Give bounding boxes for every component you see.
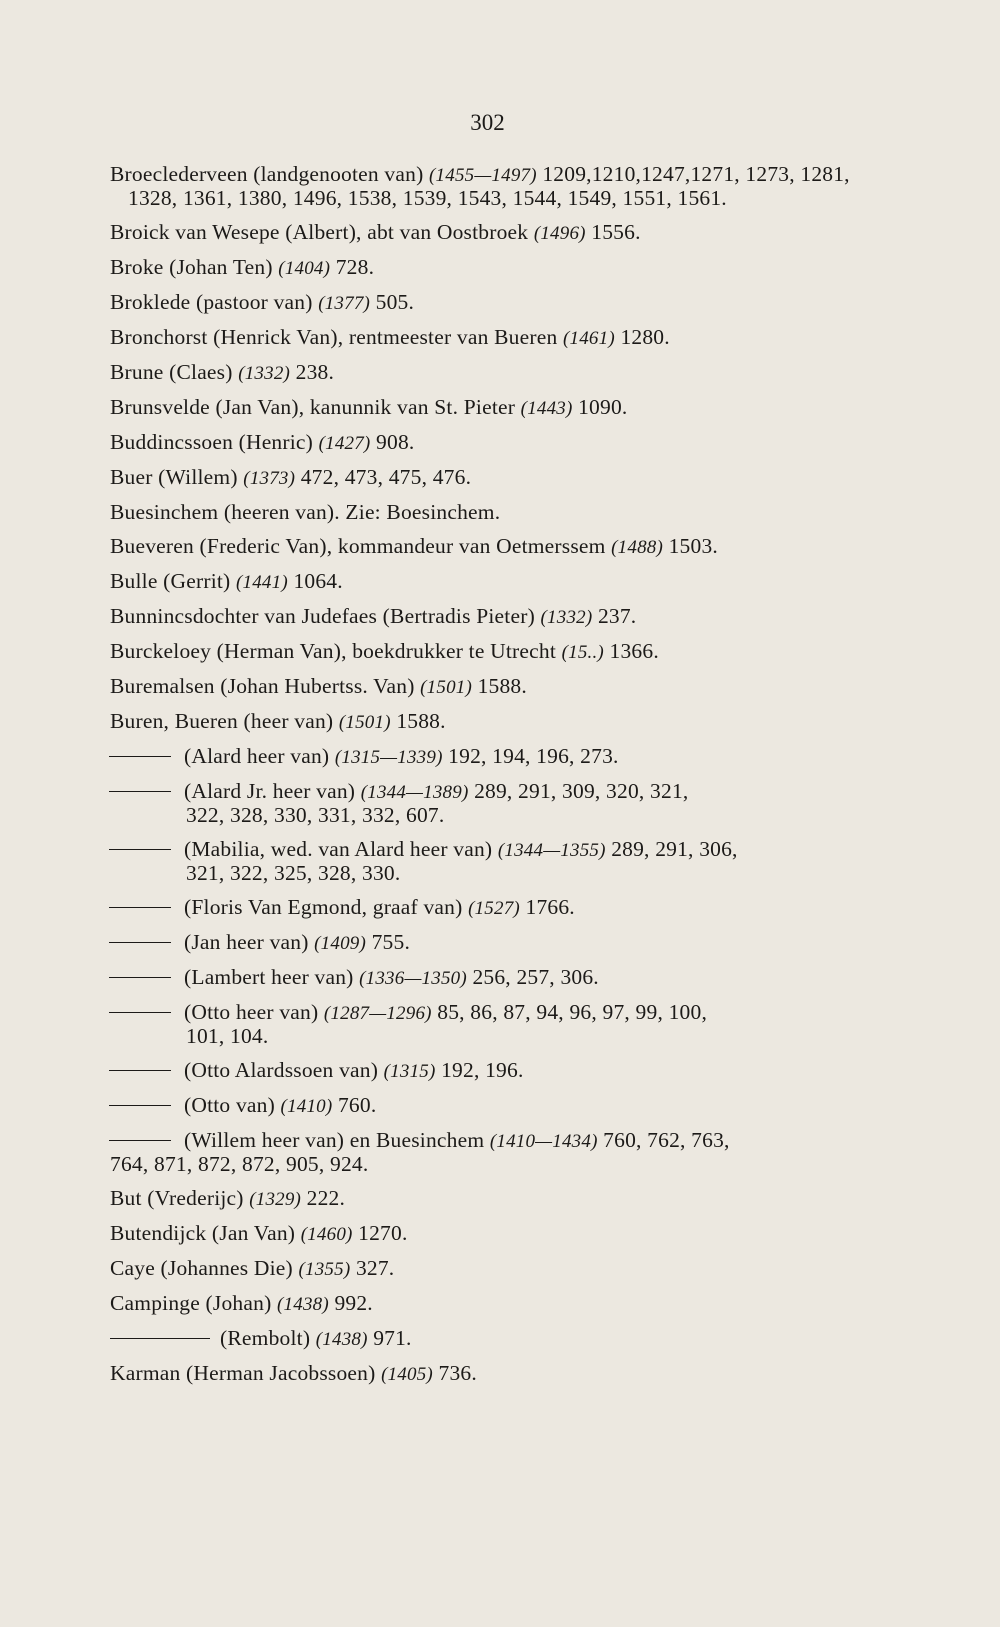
ditto-dash — [109, 791, 171, 792]
index-entry-cross-reference: Buesinchem (heeren van). Zie: Boesinchem. — [110, 500, 501, 524]
index-subentry: (Alard Jr. heer van) (1344—1389) 289, 291, 309, 320, 321, 322, 328, 330, 331, 332, 607. — [184, 780, 870, 827]
index-subentry: (Rembolt) (1438) 971. — [220, 1327, 870, 1351]
index-entry: But (Vrederijc) (1329) 222. — [110, 1186, 346, 1210]
index-subentry: (Floris Van Egmond, graaf van) (1527) 1766. — [184, 896, 870, 920]
index-entry: Buren, Bueren (heer van) (1501) 1588. — [110, 709, 446, 733]
index-subentry: (Alard heer van) (1315—1339) 192, 194, 196, 273. — [184, 745, 870, 769]
ditto-dash — [109, 977, 171, 978]
ditto-dash — [109, 756, 171, 757]
ditto-dash — [109, 1070, 171, 1071]
index-subentry: (Mabilia, wed. van Alard heer van) (1344—1355) 289, 291, 306, 321, 322, 325, 328, 330. — [184, 838, 870, 885]
index-entry: Buddincssoen (Henric) (1427) 908. — [110, 430, 415, 454]
ditto-dash — [109, 849, 171, 850]
index-entry: Brune (Claes) (1332) 238. — [110, 360, 335, 384]
ditto-dash — [109, 942, 171, 943]
index-entry: Campinge (Johan) (1438) 992. — [110, 1291, 373, 1315]
index-entry: Bronchorst (Henrick Van), rentmeester van Bueren (1461) 1280. — [110, 325, 670, 349]
index-subentry: (Otto Alardssoen van) (1315) 192, 196. — [184, 1059, 870, 1083]
index-entry: Bulle (Gerrit) (1441) 1064. — [110, 569, 343, 593]
ditto-dash — [109, 1105, 171, 1106]
ditto-dash — [110, 1338, 210, 1339]
ditto-dash — [109, 1140, 171, 1141]
ditto-dash — [109, 907, 171, 908]
index-entry: Buremalsen (Johan Hubertss. Van) (1501) 1588. — [110, 674, 527, 698]
index-entry: Bueveren (Frederic Van), kommandeur van Oetmerssem (1488) 1503. — [110, 534, 718, 558]
index-subentry: (Willem heer van) en Buesinchem (1410—1434) 760, 762, 763, 764, 871, 872, 872, 905, 924. — [110, 1128, 730, 1176]
index-subentry: (Otto van) (1410) 760. — [184, 1094, 870, 1118]
index-entry: Burckeloey (Herman Van), boekdrukker te Utrecht (15..) 1366. — [110, 639, 659, 663]
index-subentry: (Lambert heer van) (1336—1350) 256, 257, 306. — [184, 966, 870, 990]
ditto-dash — [109, 1012, 171, 1013]
index-entry: Karman (Herman Jacobssoen) (1405) 736. — [110, 1361, 477, 1385]
register-index — [110, 163, 870, 1397]
index-entry: Broklede (pastoor van) (1377) 505. — [110, 290, 415, 314]
index-subentry: (Jan heer van) (1409) 755. — [184, 931, 870, 955]
index-entry: Caye (Johannes Die) (1355) 327. — [110, 1256, 395, 1280]
index-entry: Bunnincsdochter van Judefaes (Bertradis Pieter) (1332) 237. — [110, 604, 637, 628]
index-entry: Butendijck (Jan Van) (1460) 1270. — [110, 1221, 408, 1245]
index-entry: Broeclederveen (landgenooten van) (1455—1497) 1209,1210,1247,1271, 1273, 1281, 1328, 1361, 1380, 1496, 1538, 1539, 1543, 1544, 1549, 1551, 1561. — [110, 162, 850, 210]
index-entry: Broke (Johan Ten) (1404) 728. — [110, 255, 375, 279]
page-number: 302 — [470, 110, 505, 135]
index-entry: Buer (Willem) (1373) 472, 473, 475, 476. — [110, 465, 472, 489]
index-entry: Broick van Wesepe (Albert), abt van Oostbroek (1496) 1556. — [110, 220, 641, 244]
index-subentry: (Otto heer van) (1287—1296) 85, 86, 87, 94, 96, 97, 99, 100, 101, 104. — [184, 1001, 870, 1048]
index-entry: Brunsvelde (Jan Van), kanunnik van St. Pieter (1443) 1090. — [110, 395, 628, 419]
